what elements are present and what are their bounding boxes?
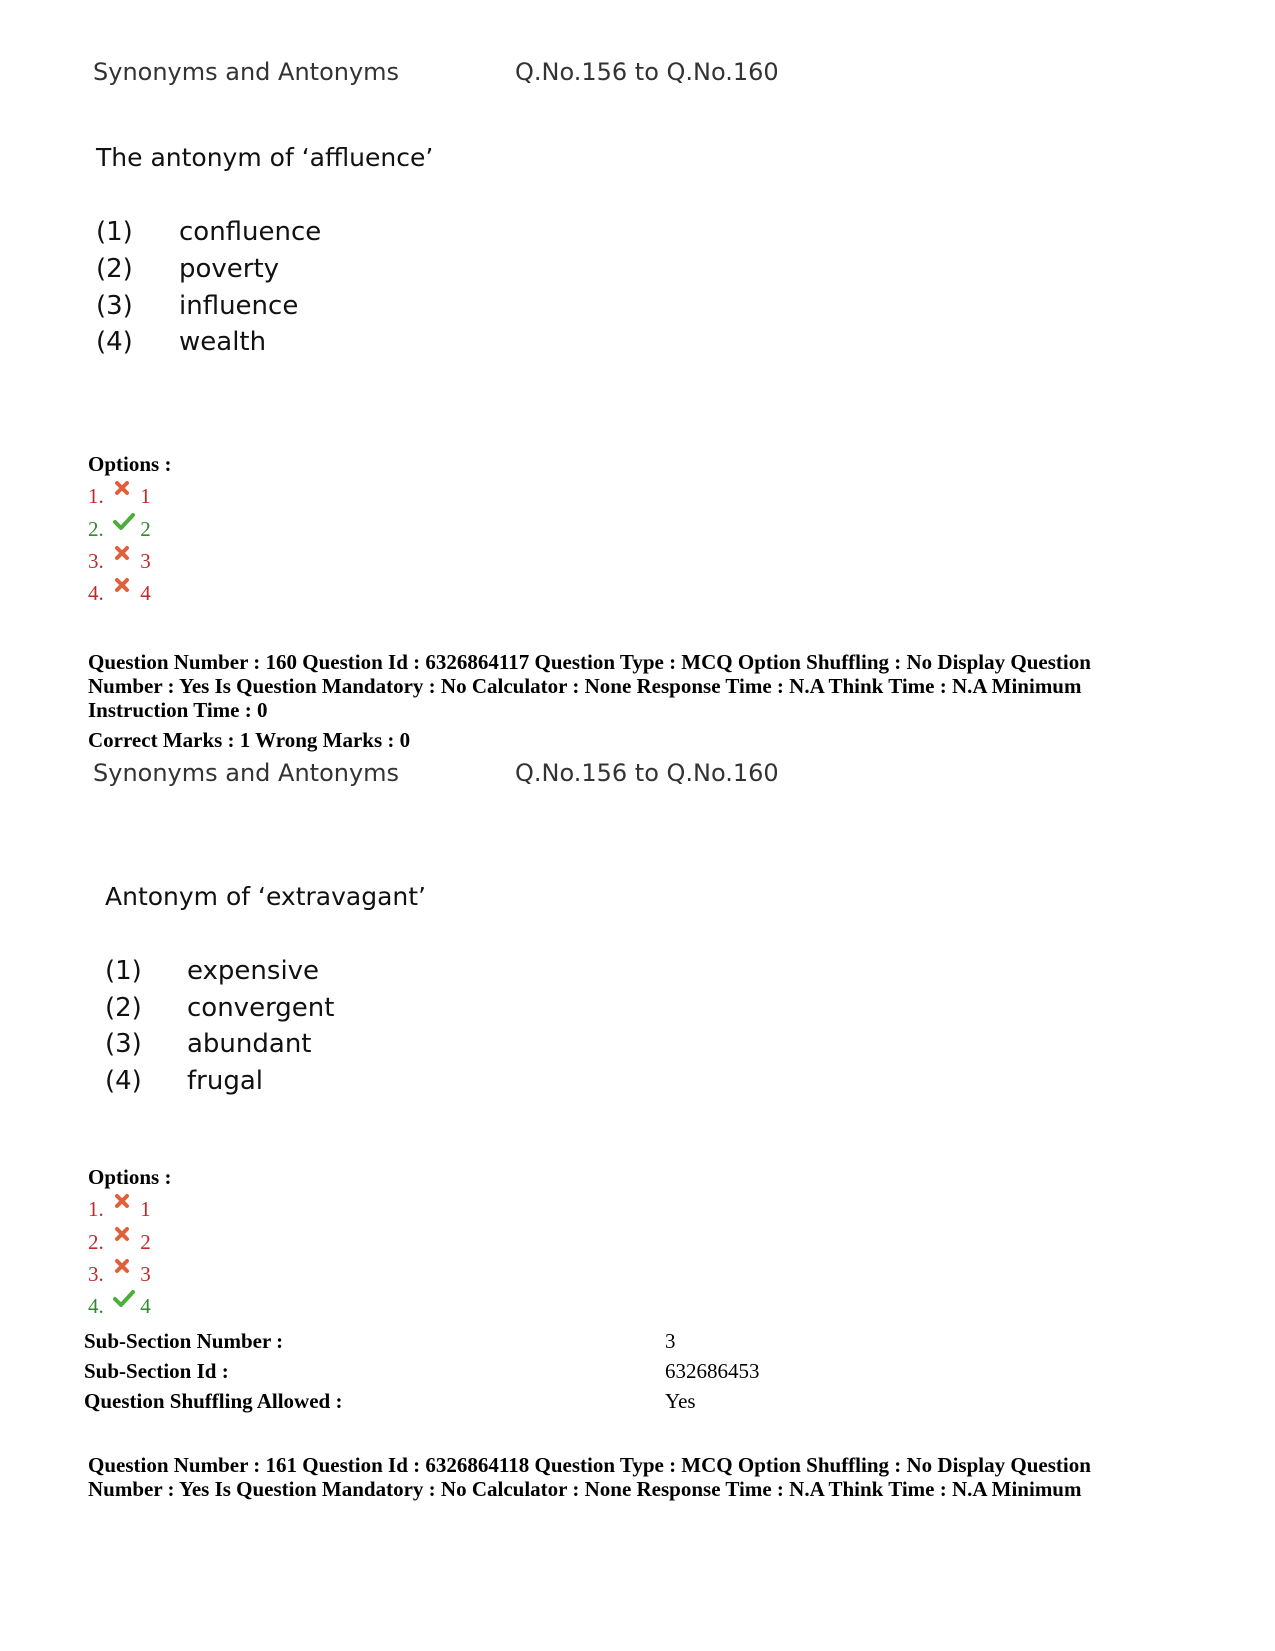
choice-word: wealth	[179, 327, 267, 357]
choice-number: (1)	[105, 956, 142, 986]
choice-number: (2)	[96, 254, 133, 284]
option-row	[88, 1262, 151, 1287]
question-shuffling-label: Question Shuffling Allowed :	[84, 1389, 343, 1413]
option-prefix: 4.	[88, 1294, 104, 1318]
option-prefix: 3.	[88, 1262, 104, 1286]
option-value: 3	[140, 549, 151, 573]
option-value: 4	[140, 1294, 151, 1318]
question-shuffling-value: Yes	[665, 1389, 696, 1413]
option-value: 1	[140, 1197, 151, 1221]
choice-number: (3)	[96, 291, 133, 321]
cross-icon	[113, 1191, 131, 1209]
choice-number: (1)	[96, 217, 133, 247]
choice-word: poverty	[179, 254, 280, 284]
subsection-number-value: 3	[665, 1329, 676, 1353]
section-header-title: Synonyms and Antonyms	[93, 759, 400, 787]
question-meta-line: Question Number : 160 Question Id : 6326864117 Question Type : MCQ Option Shuffling : No Display Question	[88, 650, 1091, 674]
subsection-id-label: Sub-Section Id :	[84, 1359, 229, 1383]
option-row	[88, 1230, 151, 1255]
choice-word: abundant	[187, 1029, 312, 1059]
choice-word: frugal	[187, 1066, 263, 1096]
choice-number: (2)	[105, 993, 142, 1023]
cross-icon	[113, 478, 131, 496]
option-prefix: 1.	[88, 1197, 104, 1221]
check-icon	[113, 1288, 131, 1306]
choice-number: (4)	[105, 1066, 142, 1096]
section-header-range: Q.No.156 to Q.No.160	[515, 58, 779, 86]
option-prefix: 1.	[88, 484, 104, 508]
options-label: Options :	[88, 452, 172, 476]
option-prefix: 4.	[88, 581, 104, 605]
option-value: 3	[140, 1262, 151, 1286]
option-prefix: 2.	[88, 517, 104, 541]
option-value: 2	[140, 517, 151, 541]
subsection-id-value: 632686453	[665, 1359, 760, 1383]
options-label: Options :	[88, 1165, 172, 1189]
option-value: 1	[140, 484, 151, 508]
check-icon	[113, 511, 131, 529]
section-header-range: Q.No.156 to Q.No.160	[515, 759, 779, 787]
subsection-number-label: Sub-Section Number :	[84, 1329, 284, 1353]
option-row	[88, 581, 151, 606]
option-value: 4	[140, 581, 151, 605]
option-row	[88, 549, 151, 574]
cross-icon	[113, 575, 131, 593]
cross-icon	[113, 1256, 131, 1274]
option-row	[88, 484, 151, 509]
cross-icon	[113, 1224, 131, 1242]
option-value: 2	[140, 1230, 151, 1254]
question-marks: Correct Marks : 1 Wrong Marks : 0	[88, 728, 411, 752]
choice-word: expensive	[187, 956, 320, 986]
option-row	[88, 1294, 151, 1319]
question-meta-line: Number : Yes Is Question Mandatory : No Calculator : None Response Time : N.A Think Time : N.A Minimum	[88, 1477, 1082, 1501]
question-meta-line: Number : Yes Is Question Mandatory : No Calculator : None Response Time : N.A Think Time : N.A Minimum	[88, 674, 1082, 698]
question-prompt: Antonym of ‘extravagant’	[105, 882, 427, 911]
choice-word: confluence	[179, 217, 322, 247]
question-prompt: The antonym of ‘affluence’	[96, 143, 434, 172]
option-row	[88, 1197, 151, 1222]
choice-word: convergent	[187, 993, 335, 1023]
choice-word: influence	[179, 291, 299, 321]
option-prefix: 3.	[88, 549, 104, 573]
option-row	[88, 517, 151, 542]
choice-number: (4)	[96, 327, 133, 357]
question-meta-line: Instruction Time : 0	[88, 698, 268, 722]
option-prefix: 2.	[88, 1230, 104, 1254]
cross-icon	[113, 543, 131, 561]
question-meta-line: Question Number : 161 Question Id : 6326864118 Question Type : MCQ Option Shuffling : No Display Question	[88, 1453, 1091, 1477]
section-header-title: Synonyms and Antonyms	[93, 58, 400, 86]
choice-number: (3)	[105, 1029, 142, 1059]
